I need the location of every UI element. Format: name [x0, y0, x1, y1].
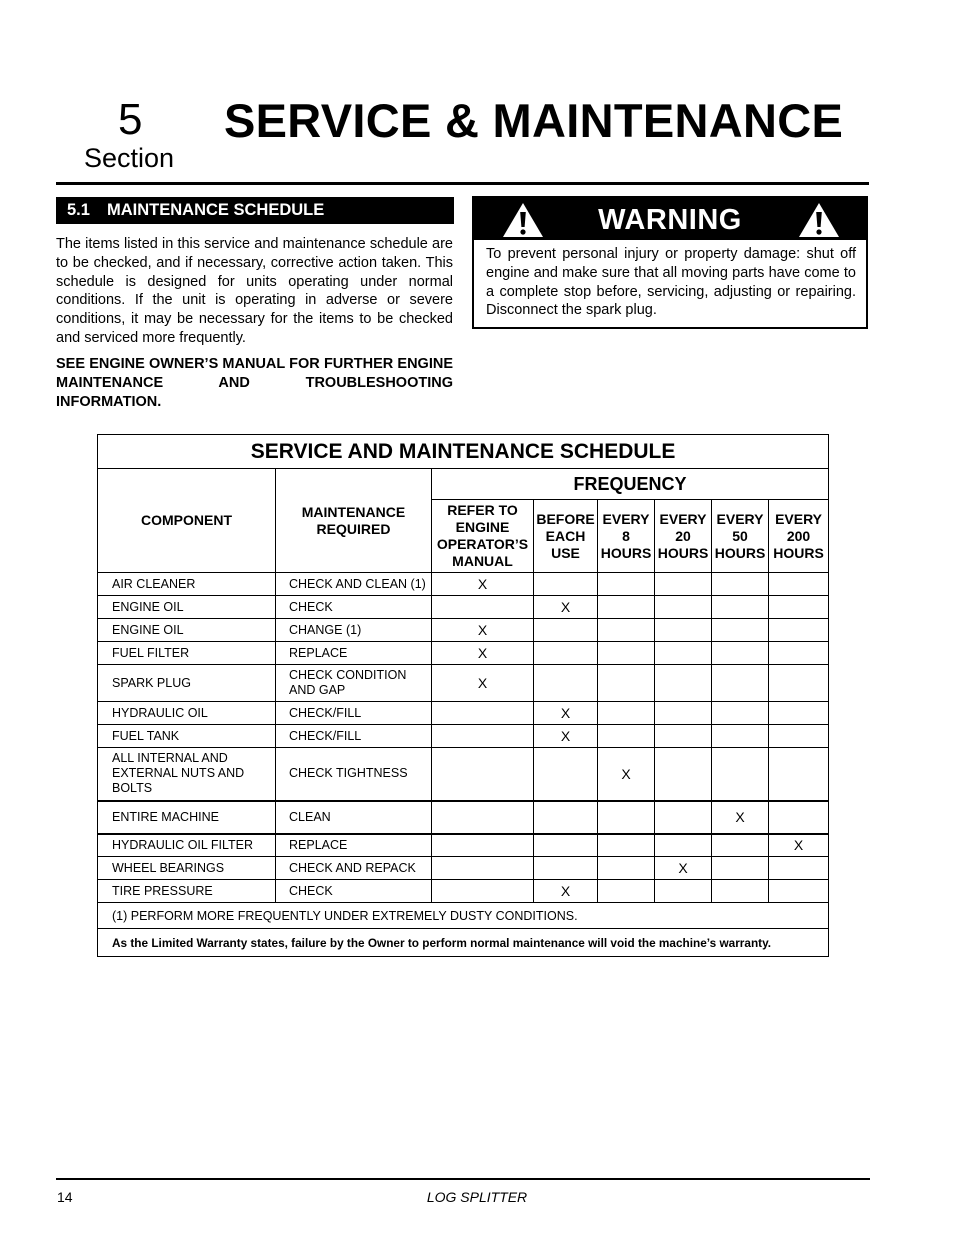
- cell-frequency-mark: X: [534, 725, 598, 748]
- cell-component: WHEEL BEARINGS: [98, 857, 276, 880]
- subsection-number: 5.1: [67, 201, 90, 219]
- schedule-footnote: (1) PERFORM MORE FREQUENTLY UNDER EXTREMELY DUSTY CONDITIONS.: [98, 903, 829, 929]
- cell-maintenance: CHECK/FILL: [276, 725, 432, 748]
- footer-title: LOG SPLITTER: [426, 1189, 528, 1205]
- cell-frequency-mark: [712, 642, 769, 665]
- cell-maintenance: CHECK AND REPACK: [276, 857, 432, 880]
- cell-frequency-mark: [655, 880, 712, 903]
- cell-frequency-mark: [432, 596, 534, 619]
- cell-frequency-mark: [432, 725, 534, 748]
- engine-manual-note: [56, 355, 453, 411]
- cell-frequency-mark: X: [655, 857, 712, 880]
- cell-frequency-mark: [534, 642, 598, 665]
- header-freq-20h: EVERY 20 HOURS: [655, 500, 712, 573]
- warning-box: [472, 196, 868, 329]
- cell-frequency-mark: [655, 834, 712, 857]
- cell-frequency-mark: X: [598, 748, 655, 801]
- cell-frequency-mark: [655, 596, 712, 619]
- cell-component: HYDRAULIC OIL FILTER: [98, 834, 276, 857]
- cell-frequency-mark: [598, 880, 655, 903]
- warning-label: WARNING: [598, 204, 742, 236]
- cell-frequency-mark: [655, 801, 712, 834]
- cell-maintenance: REPLACE: [276, 834, 432, 857]
- cell-frequency-mark: X: [432, 573, 534, 596]
- cell-frequency-mark: [534, 573, 598, 596]
- cell-component: SPARK PLUG: [98, 665, 276, 702]
- header-frequency: FREQUENCY: [432, 469, 829, 500]
- cell-maintenance: CHECK: [276, 880, 432, 903]
- cell-maintenance: REPLACE: [276, 642, 432, 665]
- header-freq-8h: EVERY 8 HOURS: [598, 500, 655, 573]
- table-row: [98, 665, 829, 702]
- cell-maintenance: CLEAN: [276, 801, 432, 834]
- table-row: [98, 857, 829, 880]
- cell-frequency-mark: [598, 834, 655, 857]
- section-number: 5: [118, 95, 143, 144]
- table-row: [98, 748, 829, 801]
- cell-component: HYDRAULIC OIL: [98, 702, 276, 725]
- cell-frequency-mark: [598, 642, 655, 665]
- header-component: COMPONENT: [98, 469, 276, 573]
- cell-frequency-mark: [534, 857, 598, 880]
- header-freq-200h: EVERY 200 HOURS: [769, 500, 829, 573]
- cell-frequency-mark: [432, 880, 534, 903]
- cell-frequency-mark: X: [769, 834, 829, 857]
- cell-frequency-mark: [598, 801, 655, 834]
- cell-frequency-mark: X: [432, 619, 534, 642]
- cell-maintenance: CHECK CONDITION AND GAP: [276, 665, 432, 702]
- cell-frequency-mark: [769, 702, 829, 725]
- cell-component: FUEL FILTER: [98, 642, 276, 665]
- cell-frequency-mark: [432, 801, 534, 834]
- cell-frequency-mark: [712, 857, 769, 880]
- footer-rule: [56, 1178, 870, 1180]
- cell-frequency-mark: [712, 702, 769, 725]
- cell-frequency-mark: [534, 665, 598, 702]
- cell-frequency-mark: [769, 573, 829, 596]
- cell-maintenance: CHECK: [276, 596, 432, 619]
- cell-frequency-mark: [598, 596, 655, 619]
- cell-component: ENGINE OIL: [98, 619, 276, 642]
- cell-frequency-mark: [655, 725, 712, 748]
- header-freq-manual: REFER TO ENGINE OPERATOR’S MANUAL: [432, 500, 534, 573]
- header-maintenance: MAINTENANCE REQUIRED: [276, 469, 432, 573]
- cell-frequency-mark: [655, 573, 712, 596]
- page-number: 14: [57, 1189, 73, 1205]
- table-row: [98, 801, 829, 834]
- cell-frequency-mark: [655, 619, 712, 642]
- cell-frequency-mark: [712, 748, 769, 801]
- cell-frequency-mark: [598, 857, 655, 880]
- cell-maintenance: CHECK/FILL: [276, 702, 432, 725]
- cell-frequency-mark: X: [712, 801, 769, 834]
- cell-frequency-mark: [769, 596, 829, 619]
- section-label: Section: [84, 143, 175, 173]
- cell-frequency-mark: X: [432, 642, 534, 665]
- warning-text: To prevent personal injury or property damage: shut off engine and make sure that all moving parts have come to a complete stop before, servicing, adjusting or repairing. Disconnect the spark plug.: [486, 246, 856, 319]
- cell-frequency-mark: [712, 619, 769, 642]
- subsection-title: MAINTENANCE SCHEDULE: [107, 201, 325, 219]
- cell-frequency-mark: [712, 665, 769, 702]
- cell-maintenance: CHECK TIGHTNESS: [276, 748, 432, 801]
- cell-component: ENTIRE MACHINE: [98, 801, 276, 834]
- table-row: [98, 702, 829, 725]
- title-rule: [56, 182, 869, 185]
- cell-frequency-mark: [655, 702, 712, 725]
- cell-frequency-mark: [712, 596, 769, 619]
- warranty-notice: As the Limited Warranty states, failure by the Owner to perform normal maintenance will void the machine’s warranty.: [98, 929, 829, 957]
- cell-frequency-mark: [598, 702, 655, 725]
- cell-frequency-mark: [769, 725, 829, 748]
- warning-header: [474, 198, 866, 240]
- cell-frequency-mark: [712, 880, 769, 903]
- table-row: [98, 834, 829, 857]
- schedule-title: SERVICE AND MAINTENANCE SCHEDULE: [98, 435, 829, 469]
- engine-manual-note-text: SEE ENGINE OWNER’S MANUAL FOR FURTHER ENGINE MAINTENANCE AND TROUBLESHOOTING: [56, 356, 453, 391]
- header-freq-each-use: BEFORE EACH USE: [534, 500, 598, 573]
- cell-frequency-mark: [598, 725, 655, 748]
- cell-frequency-mark: [655, 665, 712, 702]
- cell-frequency-mark: [432, 702, 534, 725]
- cell-frequency-mark: [769, 801, 829, 834]
- cell-frequency-mark: [655, 748, 712, 801]
- cell-frequency-mark: [534, 619, 598, 642]
- cell-component: AIR CLEANER: [98, 573, 276, 596]
- table-row: [98, 596, 829, 619]
- page-title: SERVICE & MAINTENANCE: [224, 94, 844, 147]
- cell-frequency-mark: X: [534, 702, 598, 725]
- cell-frequency-mark: [432, 748, 534, 801]
- cell-maintenance: CHECK AND CLEAN (1): [276, 573, 432, 596]
- cell-frequency-mark: [598, 573, 655, 596]
- cell-frequency-mark: X: [534, 596, 598, 619]
- cell-frequency-mark: [598, 665, 655, 702]
- cell-frequency-mark: [655, 642, 712, 665]
- intro-paragraph: The items listed in this service and maintenance schedule are to be checked, and if necessary, corrective action taken. This schedule is designed for units operating under normal conditions. If the unit is operating in adverse or severe conditions, it may be necessary for the items to be checked and serviced more frequently.: [56, 236, 453, 346]
- engine-manual-note-last: INFORMATION.: [56, 393, 162, 410]
- cell-frequency-mark: [769, 880, 829, 903]
- schedule-body: [98, 573, 829, 903]
- cell-frequency-mark: X: [432, 665, 534, 702]
- table-row: [98, 880, 829, 903]
- cell-frequency-mark: [769, 665, 829, 702]
- cell-frequency-mark: [534, 834, 598, 857]
- cell-frequency-mark: [598, 619, 655, 642]
- table-row: [98, 725, 829, 748]
- cell-frequency-mark: [432, 857, 534, 880]
- cell-frequency-mark: [534, 801, 598, 834]
- cell-frequency-mark: [534, 748, 598, 801]
- table-row: [98, 619, 829, 642]
- cell-component: ALL INTERNAL AND EXTERNAL NUTS AND BOLTS: [98, 748, 276, 801]
- cell-frequency-mark: [432, 834, 534, 857]
- warning-triangle-icon: [798, 202, 840, 238]
- cell-frequency-mark: [769, 748, 829, 801]
- cell-frequency-mark: X: [534, 880, 598, 903]
- cell-frequency-mark: [712, 573, 769, 596]
- header-freq-50h: EVERY 50 HOURS: [712, 500, 769, 573]
- table-row: [98, 573, 829, 596]
- cell-maintenance: CHANGE (1): [276, 619, 432, 642]
- cell-frequency-mark: [769, 619, 829, 642]
- subsection-heading: [56, 197, 454, 224]
- cell-frequency-mark: [712, 834, 769, 857]
- cell-frequency-mark: [712, 725, 769, 748]
- cell-component: ENGINE OIL: [98, 596, 276, 619]
- table-row: [98, 642, 829, 665]
- cell-component: TIRE PRESSURE: [98, 880, 276, 903]
- maintenance-schedule-table: [97, 434, 829, 957]
- cell-component: FUEL TANK: [98, 725, 276, 748]
- cell-frequency-mark: [769, 857, 829, 880]
- cell-frequency-mark: [769, 642, 829, 665]
